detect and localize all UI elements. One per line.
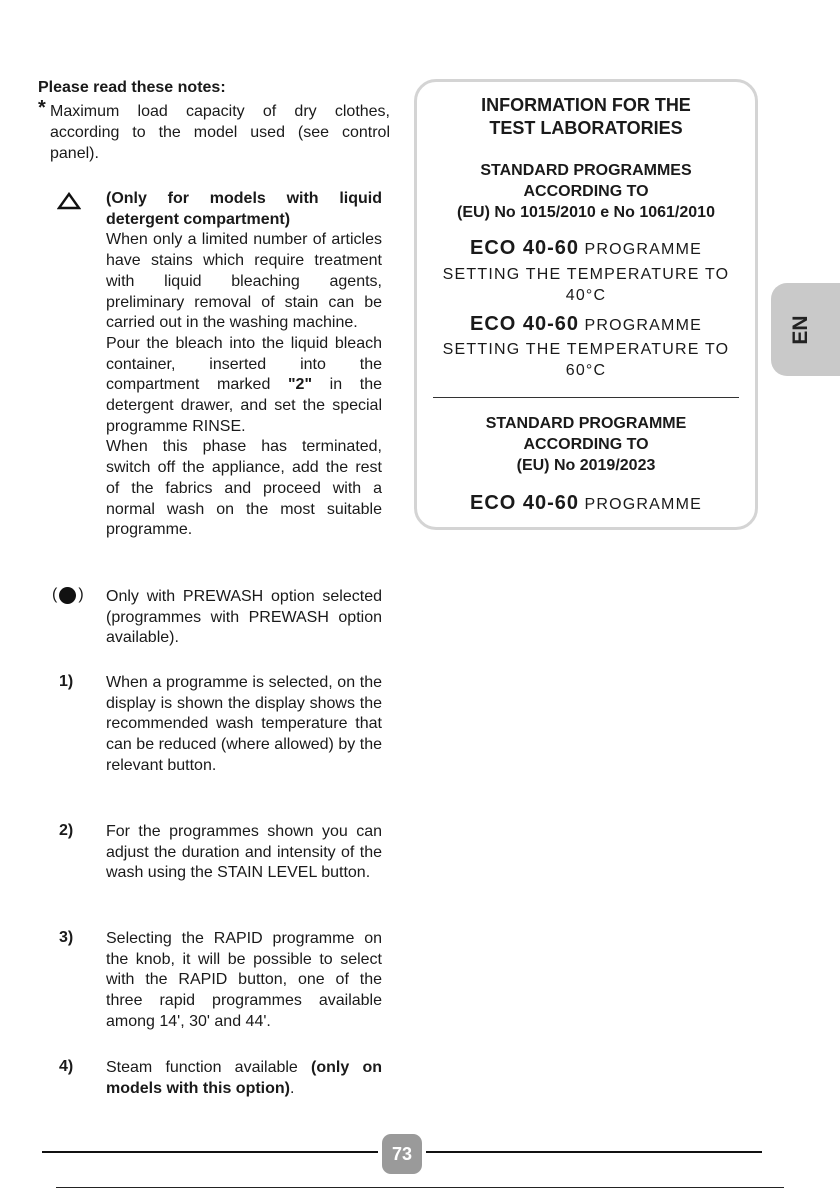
warning-title: (Only for models with liquid detergent compartment) <box>106 190 382 228</box>
asterisk-marker: * <box>38 97 46 119</box>
box-divider <box>433 397 739 398</box>
footer-rule-left <box>42 1151 378 1153</box>
language-tab-label: EN <box>789 315 812 345</box>
prewash-note: Only with PREWASH option selected (programmes with PREWASH option available). <box>106 588 382 647</box>
setting-40: SETTING THE TEMPERATURE TO 40°C <box>442 266 730 304</box>
bottom-rule <box>56 1187 784 1188</box>
setting-60: SETTING THE TEMPERATURE TO 60°C <box>442 341 730 379</box>
warning-paragraph-3: When this phase has terminated, switch off the appliance, add the rest of the fabrics and proceed with a normal wash on the most suitable programme. <box>106 438 382 539</box>
item-text-3: Selecting the RAPID programme on the knob, it will be possible to select with the RAPID button, one of the three rapid programmes available among 14', 30' and 44'. <box>106 930 382 1030</box>
load-capacity-note: Maximum load capacity of dry clothes, according to the model used (see control panel). <box>50 103 390 162</box>
box-title: INFORMATION FOR THE TEST LABORATORIES <box>481 95 691 138</box>
filled-circle-icon <box>59 587 76 604</box>
notes-heading: Please read these notes: <box>38 79 226 96</box>
warning-note <box>106 189 382 541</box>
item-text-2: For the programmes shown you can adjust the duration and intensity of the wash using the STAIN LEVEL button. <box>106 823 382 882</box>
item-text-1: When a programme is selected, on the display is shown the display shows the recommended wash temperature that can be reduced (where allowed) by the relevant button. <box>106 674 382 774</box>
item-marker-3: 3) <box>59 929 74 946</box>
standard-2-line-3: (EU) No 2019/2023 <box>516 457 656 474</box>
prewash-marker: ( ) <box>52 586 84 603</box>
language-tab <box>771 283 840 376</box>
item-text-4: Steam function available (only on models with this option). <box>106 1059 382 1097</box>
item-marker-4: 4) <box>59 1058 74 1075</box>
standard-1-line-2: ACCORDING TO <box>523 183 649 200</box>
standard-1-line-1: STANDARD PROGRAMMES <box>480 162 692 179</box>
eco-programme-40: ECO 40-60 PROGRAMME <box>470 237 702 259</box>
item-marker-2: 2) <box>59 822 74 839</box>
standard-1-line-3: (EU) No 1015/2010 e No 1061/2010 <box>457 204 715 221</box>
standard-2-line-2: ACCORDING TO <box>523 436 649 453</box>
eco-programme-60: ECO 40-60 PROGRAMME <box>470 313 702 335</box>
standard-2-line-1: STANDARD PROGRAMME <box>485 415 687 432</box>
eco-programme-standard-2: ECO 40-60 PROGRAMME <box>470 492 702 514</box>
warning-triangle-icon <box>57 192 81 210</box>
page-number: 73 <box>382 1134 422 1174</box>
footer-rule-right <box>426 1151 762 1153</box>
test-laboratories-box <box>414 79 758 530</box>
warning-paragraph-2: Pour the bleach into the liquid bleach container, inserted into the compartment marked "2" in the detergent drawer, and set the special programme RINSE. <box>106 334 382 435</box>
item-marker-1: 1) <box>59 673 74 690</box>
warning-paragraph-1: When only a limited number of articles have stains which require treatment with liquid bleaching agents, preliminary removal of stain can be carried out in the washing machine. <box>106 231 382 332</box>
